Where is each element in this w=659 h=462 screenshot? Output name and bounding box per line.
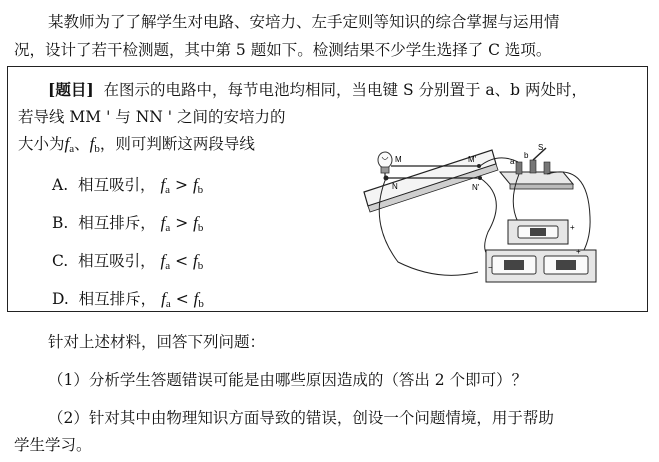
option-relation: >: [175, 176, 188, 194]
intro-line-1: 某教师为了了解学生对电路、安培力、左手定则等知识的综合掌握与运用情: [48, 13, 560, 31]
problem-line-1: [48, 80, 587, 100]
battery-plus-lower: +: [576, 247, 581, 256]
battery-box-upper: [508, 220, 575, 244]
force-fb: $f_b$: [89, 134, 100, 155]
option-text: 相互排斥，: [78, 290, 157, 308]
force-fa: $f_a$: [64, 134, 75, 155]
label-m-prime: M': [468, 155, 477, 164]
option-d: D. 相互排斥， $f_a < f_b$: [52, 289, 204, 310]
problem-text-3-pre: 大小为: [18, 135, 65, 153]
label-n: N: [392, 182, 398, 191]
option-relation: <: [175, 252, 189, 270]
question-2-line-1: （2）针对其中由物理知识方面导致的错误，创设一个问题情境，用于帮助: [48, 409, 554, 427]
label-m: M: [395, 155, 402, 164]
force-separator: 、: [74, 135, 90, 153]
label-b: b: [524, 151, 529, 160]
option-letter: A.: [52, 176, 69, 194]
option-a: A. 相互吸引， $f_a > f_b$: [52, 175, 204, 196]
problem-line-3: [18, 134, 255, 159]
lamp-icon: [378, 152, 392, 179]
option-text: 相互吸引，: [78, 252, 156, 270]
option-text: 相互吸引，: [77, 176, 156, 194]
option-letter: B.: [52, 214, 69, 232]
label-n-prime: N': [472, 183, 480, 192]
intro-line-2: 况，设计了若干检测题，其中第 5 题如下。检测结果不少学生选择了 C 选项。: [14, 41, 552, 59]
question-1: （1）分析学生答题错误可能是由哪些原因造成的（答出 2 个即可）？: [48, 371, 528, 389]
battery-minus-lower: −: [488, 263, 493, 272]
option-relation: <: [175, 290, 189, 308]
option-c: C. 相互吸引， $f_a < f_b$: [52, 251, 204, 272]
circuit-diagram: [358, 142, 638, 292]
problem-line-2: 若导线 MM ' 与 NN ' 之间的安培力的: [18, 108, 286, 126]
question-2-line-2: 学生学习。: [14, 436, 92, 454]
option-b: B. 相互排斥， $f_a > f_b$: [52, 213, 204, 234]
option-relation: >: [175, 214, 189, 232]
label-s: S: [538, 143, 544, 152]
problem-text-1: 在图示的电路中，每节电池均相同，当电键 S 分别置于 a、b 两处时，: [103, 81, 588, 99]
problem-tag: [题目]: [48, 80, 94, 99]
problem-text-3-post: ，则可判断这两段导线: [99, 135, 255, 153]
questions-lead: 针对上述材料，回答下列问题：: [48, 333, 266, 351]
battery-plus-upper: +: [570, 223, 575, 232]
label-a: a: [510, 157, 515, 166]
option-letter: C.: [52, 252, 69, 270]
switch-base: [500, 172, 573, 184]
battery-box-lower: [486, 247, 596, 282]
option-letter: D.: [52, 290, 69, 308]
option-text: 相互排斥，: [78, 214, 156, 232]
